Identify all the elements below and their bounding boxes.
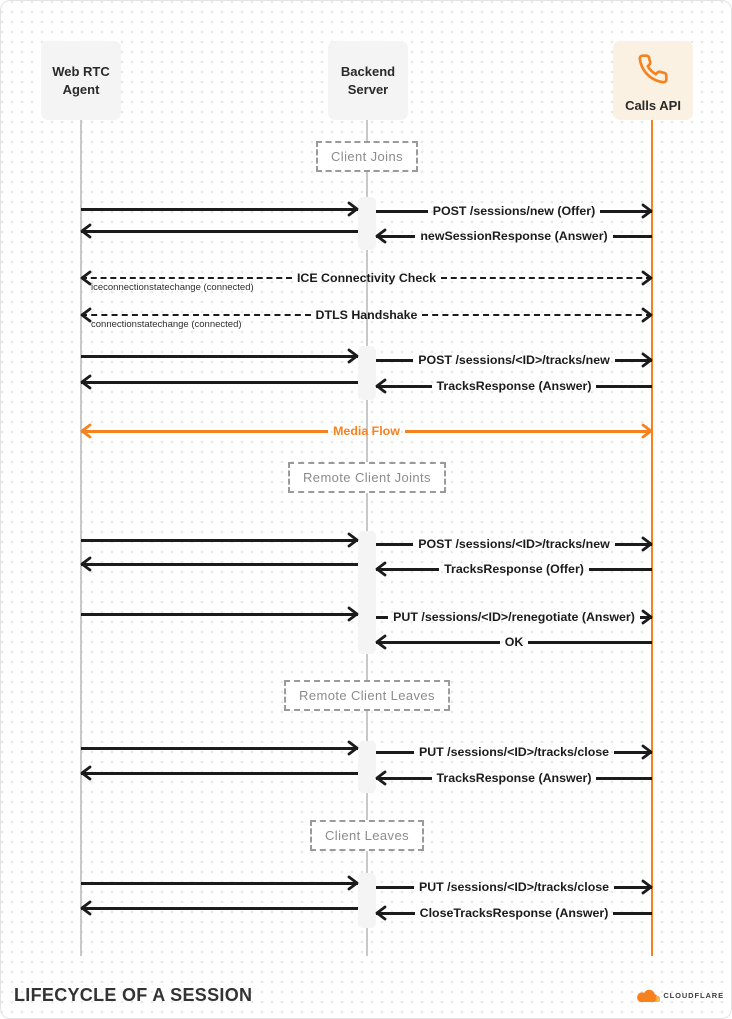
arrow-line xyxy=(81,430,328,433)
message-arrow xyxy=(81,419,652,443)
arrowhead-right-icon xyxy=(639,352,654,368)
arrow-line xyxy=(376,359,413,362)
arrow-line xyxy=(376,543,413,546)
message-label: OK xyxy=(504,635,524,649)
arrowhead-right-icon xyxy=(639,423,654,439)
brand-name: CLOUDFLARE xyxy=(663,991,724,1000)
message-arrow-segment xyxy=(81,370,358,394)
message-arrow xyxy=(376,532,652,556)
arrowhead-right-icon xyxy=(345,606,360,622)
message-label: POST /sessions/new (Offer) xyxy=(432,204,596,218)
arrow-line xyxy=(376,210,428,213)
message-arrow xyxy=(376,766,652,790)
phase-label-box xyxy=(284,680,450,711)
message-label: TracksResponse (Answer) xyxy=(436,379,592,393)
message-label: TracksResponse (Offer) xyxy=(444,562,584,576)
arrow-line xyxy=(376,641,500,644)
arrow-line xyxy=(81,355,358,358)
message-label: PUT /sessions/<ID>/tracks/close xyxy=(418,880,610,894)
actor-label: Calls API xyxy=(625,97,681,113)
message-arrow xyxy=(376,630,652,654)
arrowhead-left-icon xyxy=(79,223,94,239)
arrow-line xyxy=(81,747,358,750)
arrow-line xyxy=(422,314,652,316)
actor-label: Web RTC Agent xyxy=(52,63,110,97)
arrow-line xyxy=(589,568,652,571)
message-label: ICE Connectivity Check xyxy=(296,271,437,285)
phase-label-box xyxy=(316,141,418,172)
arrow-line xyxy=(81,907,358,910)
message-arrow xyxy=(376,605,652,629)
message-arrow xyxy=(376,901,652,925)
message-arrow-segment xyxy=(81,871,358,895)
arrow-line xyxy=(81,314,311,316)
cloud-icon xyxy=(635,988,660,1003)
message-arrow-segment xyxy=(81,528,358,552)
arrow-line xyxy=(81,230,358,233)
message-arrow-segment xyxy=(81,736,358,760)
event-sub-label: iceconnectionstatechange (connected) xyxy=(91,282,254,293)
arrowhead-left-icon xyxy=(374,770,389,786)
actor-label: Backend Server xyxy=(340,63,396,97)
message-arrow xyxy=(376,875,652,899)
arrowhead-left-icon xyxy=(374,561,389,577)
message-arrow-segment xyxy=(81,344,358,368)
message-label: CloseTracksResponse (Answer) xyxy=(419,906,609,920)
arrow-line xyxy=(376,751,414,754)
phase-label-box xyxy=(288,462,446,493)
event-sub-label: connectionstatechange (connected) xyxy=(91,319,242,330)
arrow-line xyxy=(81,277,292,279)
actor-webrtc-agent xyxy=(41,41,121,120)
arrowhead-right-icon xyxy=(345,875,360,891)
arrow-line xyxy=(81,772,358,775)
arrow-line xyxy=(376,886,414,889)
arrow-line xyxy=(596,777,652,780)
arrowhead-left-icon xyxy=(79,900,94,916)
message-arrow xyxy=(376,199,652,223)
arrowhead-left-icon xyxy=(79,765,94,781)
arrow-line xyxy=(376,616,388,619)
phase-label: Client Leaves xyxy=(325,828,409,843)
arrow-line xyxy=(81,381,358,384)
message-arrow-segment xyxy=(81,197,358,221)
arrow-line xyxy=(613,912,652,915)
arrowhead-left-icon xyxy=(374,378,389,394)
phase-label-box xyxy=(310,820,424,851)
arrowhead-right-icon xyxy=(345,201,360,217)
message-arrow-segment xyxy=(81,552,358,576)
arrow-line xyxy=(528,641,652,644)
message-label: PUT /sessions/<ID>/tracks/close xyxy=(418,745,610,759)
cloudflare-logo xyxy=(635,988,724,1003)
message-label: TracksResponse (Answer) xyxy=(436,771,592,785)
arrowhead-right-icon xyxy=(639,744,654,760)
message-arrow xyxy=(376,374,652,398)
message-arrow xyxy=(376,224,652,248)
arrowhead-right-icon xyxy=(345,532,360,548)
arrow-line xyxy=(81,882,358,885)
arrowhead-left-icon xyxy=(79,556,94,572)
phase-label: Client Joins xyxy=(331,149,403,164)
arrow-line xyxy=(81,539,358,542)
message-label: DTLS Handshake xyxy=(315,308,418,322)
message-arrow xyxy=(376,557,652,581)
arrowhead-right-icon xyxy=(345,740,360,756)
arrowhead-left-icon xyxy=(374,634,389,650)
message-label: PUT /sessions/<ID>/renegotiate (Answer) xyxy=(393,610,635,624)
arrow-line xyxy=(405,430,652,433)
arrowhead-right-icon xyxy=(639,609,654,625)
arrowhead-right-icon xyxy=(639,270,654,286)
arrowhead-right-icon xyxy=(639,536,654,552)
arrow-line xyxy=(81,563,358,566)
phone-icon xyxy=(637,53,669,90)
arrowhead-left-icon xyxy=(374,905,389,921)
diagram-title: LIFECYCLE OF A SESSION xyxy=(14,985,253,1005)
message-arrow-segment xyxy=(81,602,358,626)
message-arrow-segment xyxy=(81,219,358,243)
arrow-line xyxy=(441,277,652,279)
actor-backend-server xyxy=(328,41,408,120)
actor-calls-api xyxy=(613,41,693,120)
arrow-line xyxy=(81,208,358,211)
arrowhead-right-icon xyxy=(639,307,654,323)
arrow-line xyxy=(81,613,358,616)
arrowhead-left-icon xyxy=(374,228,389,244)
message-arrow xyxy=(376,348,652,372)
arrowhead-right-icon xyxy=(639,203,654,219)
arrowhead-left-icon xyxy=(79,374,94,390)
phase-label: Remote Client Leaves xyxy=(299,688,435,703)
arrowhead-right-icon xyxy=(345,348,360,364)
message-arrow xyxy=(376,740,652,764)
phase-label: Remote Client Joints xyxy=(303,470,431,485)
arrowhead-left-icon xyxy=(79,423,94,439)
message-label: POST /sessions/<ID>/tracks/new xyxy=(418,537,610,551)
message-arrow xyxy=(81,303,652,330)
arrowhead-right-icon xyxy=(639,879,654,895)
message-label: Media Flow xyxy=(333,424,400,438)
arrow-line xyxy=(613,235,652,238)
message-label: newSessionResponse (Answer) xyxy=(420,229,608,243)
message-arrow-segment xyxy=(81,761,358,785)
arrow-line xyxy=(596,385,652,388)
message-arrow-segment xyxy=(81,896,358,920)
message-arrow xyxy=(81,266,652,293)
message-label: POST /sessions/<ID>/tracks/new xyxy=(418,353,610,367)
